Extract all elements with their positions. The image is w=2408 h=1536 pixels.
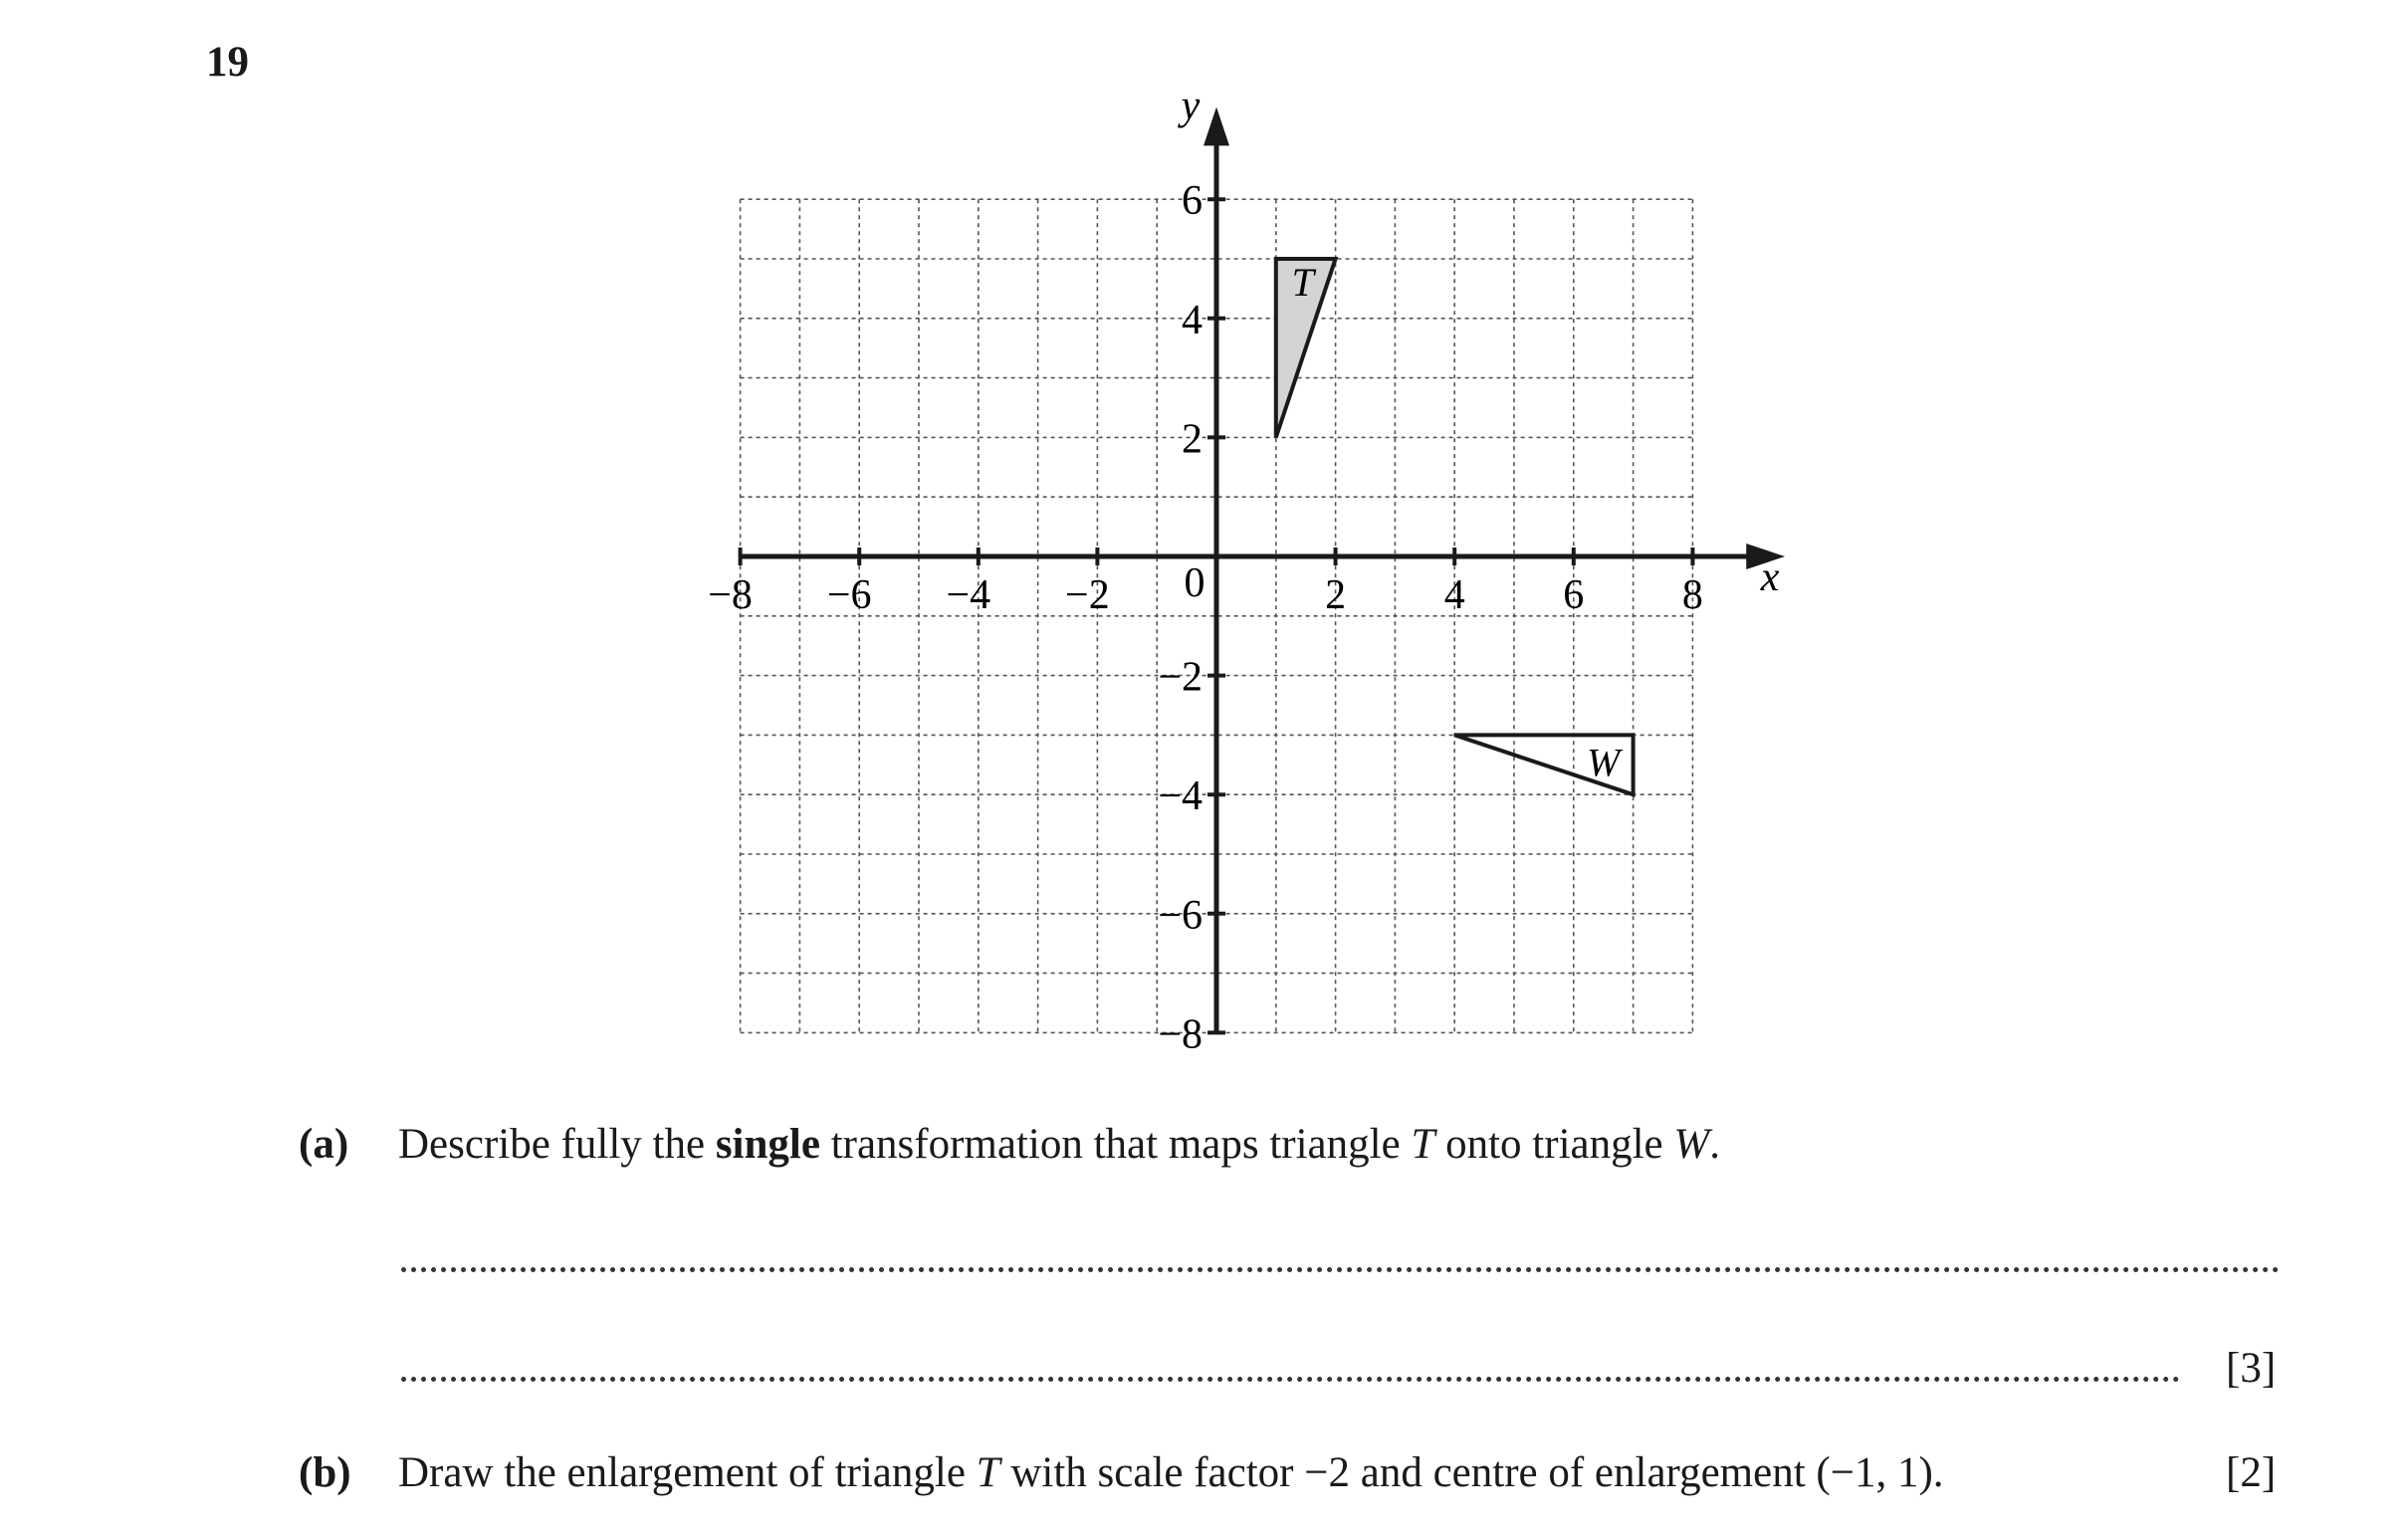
part-b-text-before: Draw the enlargement of triangle [398,1449,977,1496]
question-number: 19 [206,39,249,86]
part-a-text-mid: transformation that maps triangle [819,1121,1412,1168]
x-axis-label: x [1760,554,1780,600]
part-b-label: (b) [299,1449,351,1496]
origin-label: 0 [1184,560,1205,606]
x-tick-label: −6 [826,572,872,618]
x-tick-label: 6 [1563,572,1585,618]
triangle-w-label: W [1587,740,1621,785]
part-a-label: (a) [299,1121,349,1168]
part-a-marks: [3] [2226,1345,2277,1392]
y-axis-label: y [1181,83,1201,129]
answer-line-2[interactable] [401,1377,2180,1382]
part-b-marks: [2] [2226,1449,2277,1496]
y-axis-arrow [1204,108,1229,146]
part-a-text-before: Describe fully the [398,1121,716,1168]
x-tick-label: −4 [946,572,991,618]
y-tick-label: 2 [1182,416,1203,463]
x-tick-label: −2 [1065,572,1110,618]
y-tick-label: −8 [1158,1011,1203,1058]
part-b-question [398,1448,1944,1497]
x-tick-label: −8 [708,572,753,618]
answer-line-1[interactable] [401,1267,2280,1272]
part-a-bold-word: single [715,1121,820,1168]
x-tick-label: 4 [1443,572,1465,618]
y-tick-label: −4 [1158,773,1203,820]
y-tick-label: 6 [1182,178,1203,225]
part-b-t-name: T [976,1449,1000,1496]
part-a-text-end: . [1709,1121,1720,1168]
part-a-t-name: T [1411,1121,1435,1168]
x-tick-labels [708,572,1703,618]
triangle-t-label: T [1291,259,1314,305]
x-tick-label: 2 [1325,572,1347,618]
part-b-text-after: with scale factor −2 and centre of enlargement (−1, 1). [999,1449,1944,1496]
y-tick-label: −6 [1158,892,1203,939]
part-a-question [398,1120,1720,1169]
y-tick-label: −2 [1158,654,1203,701]
part-a-text-mid2: onto triangle [1434,1121,1674,1168]
part-a-w-name: W [1673,1121,1710,1168]
y-tick-labels [1158,178,1203,1057]
x-tick-label: 8 [1681,572,1703,618]
axes [741,83,1785,1032]
y-tick-label: 4 [1182,297,1203,343]
